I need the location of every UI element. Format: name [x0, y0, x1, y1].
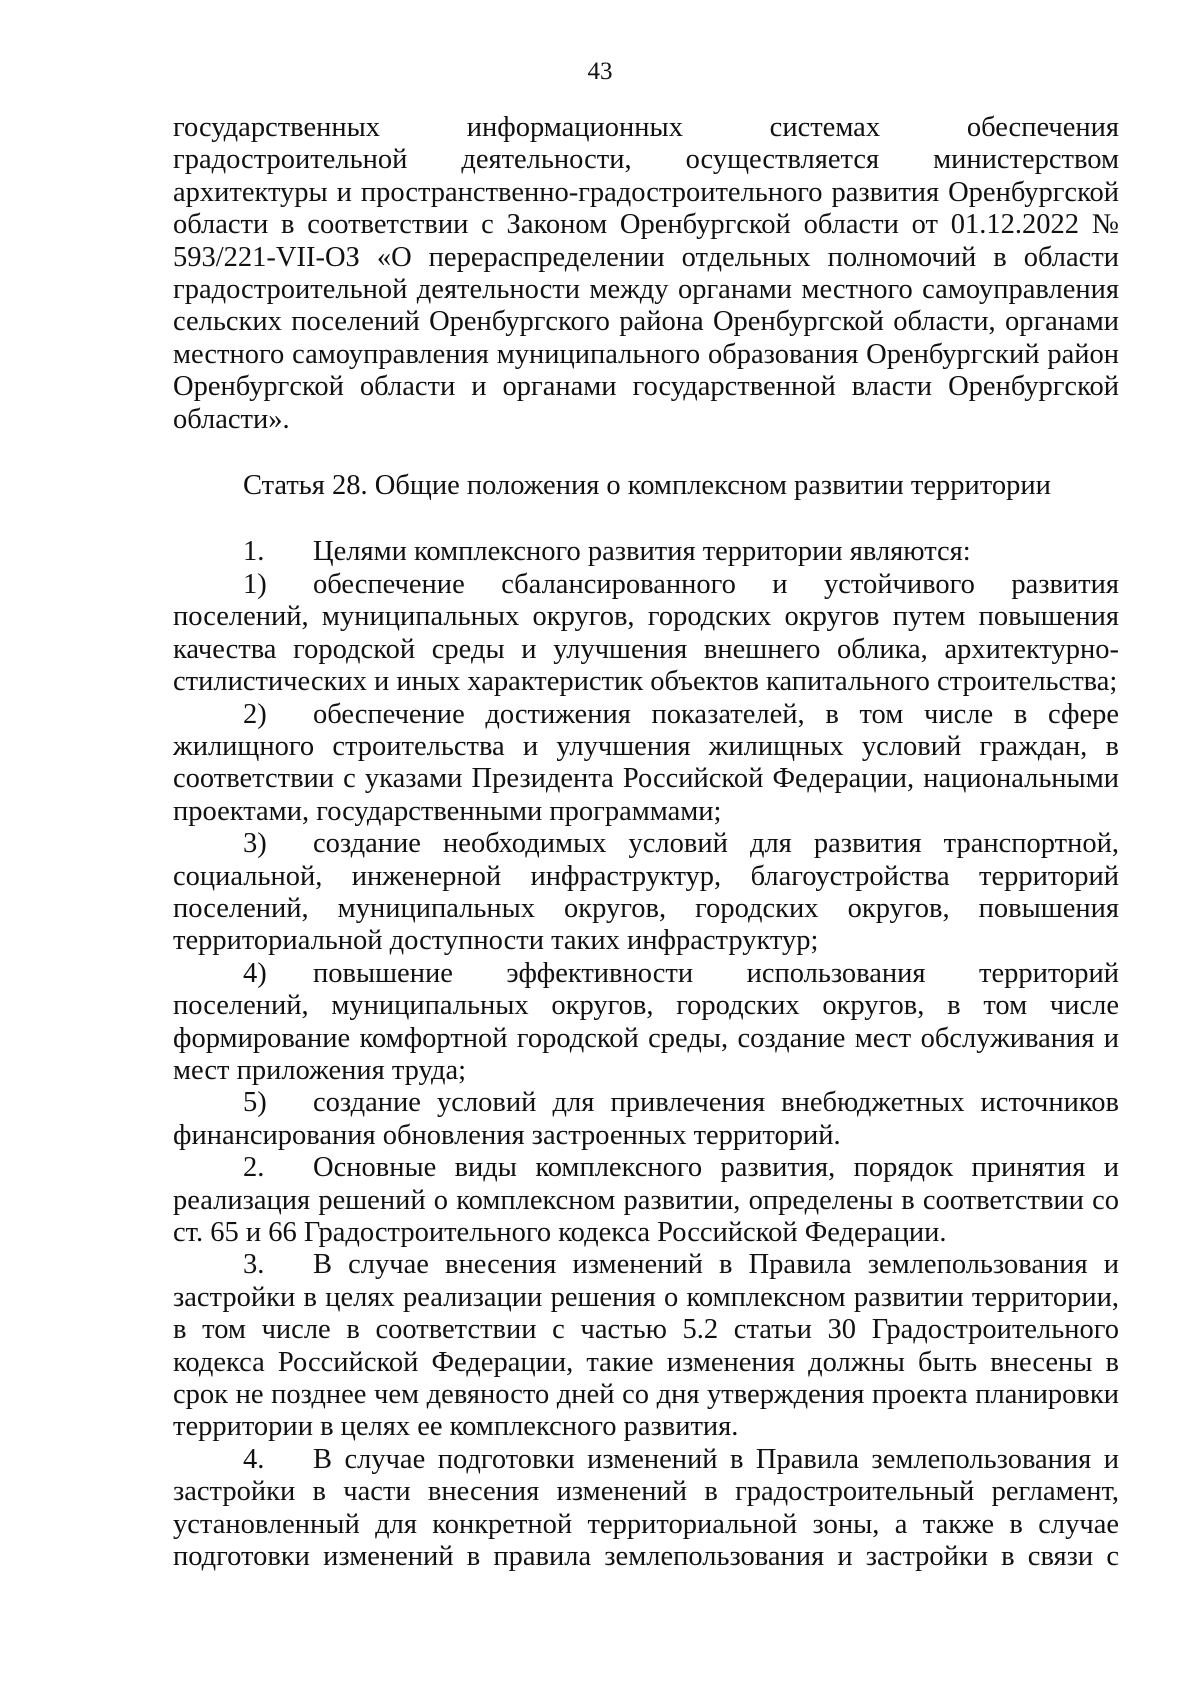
- item-number: 2.: [243, 1152, 265, 1184]
- list-item: [173, 828, 1119, 958]
- list-item: [173, 958, 1119, 1088]
- item-text: обеспечение сбалансированного и устойчивого развития поселений, муниципальных округов, городских округов путем повышения качества городской среды и улучшения внешнего облика, архитектурно-стилистических и иных характеристик объектов капитального строительства;: [173, 568, 1119, 698]
- item-text: повышение эффективности использования территорий поселений, муниципальных округов, городских округов, в том числе формирование комфортной городской среды, создание мест обслуживания и мест приложения труда;: [173, 957, 1119, 1086]
- item-number: 4.: [243, 1443, 265, 1475]
- item-number: 1.: [243, 536, 265, 568]
- document-body: [173, 112, 1119, 1573]
- item-text: обеспечение достижения показателей, в том числе в сфере жилищного строительства и улучшения жилищных условий граждан, в соответствии с указами Президента Российской Федерации, национальными проектами, государственными программами;: [173, 698, 1119, 827]
- item-text: Основные виды комплексного развития, порядок принятия и реализация решений о комплексном развитии, определены в соответствии со ст. 65 и 66 Градостроительного кодекса Российской Федерации.: [173, 1152, 1119, 1248]
- article-heading: Статья 28. Общие положения о комплексном развитии территории: [243, 470, 1051, 502]
- list-item: [173, 699, 1119, 829]
- item-number: 5): [243, 1087, 267, 1119]
- list-item: [173, 536, 1119, 568]
- item-text: В случае подготовки изменений в Правила землепользования и застройки в части внесения изменений в градостроительный регламент, установленный для конкретной территориальной зоны, а также в случае подготовки изменений в правила землепользования и застройки в связи с: [173, 1443, 1119, 1573]
- item-text: Целями комплексного развития территории являются:: [313, 536, 971, 568]
- page-number: 43: [587, 58, 613, 85]
- item-text: создание условий для привлечения внебюджетных источников финансирования обновления застроенных территорий.: [173, 1087, 1119, 1151]
- item-number: 1): [243, 568, 267, 600]
- item-number: 4): [243, 957, 267, 989]
- list-item: [173, 1444, 1119, 1574]
- list-item: [173, 1152, 1119, 1249]
- continuation-paragraph: государственных информационных системах обеспечения градостроительной деятельности, осуществляется министерством архитектуры и пространственно-градостроительного развития Оренбургской области в соответствии с Законом Оренбургской области от 01.12.2022 № 593/221-VII-ОЗ «О перераспределении отдельных полномочий в области градостроительной деятельности между органами местного самоуправления сельских поселений Оренбургского района Оренбургской области, органами местного самоуправления муниципального образования Оренбургский район Оренбургской области и органами государственной власти Оренбургской области».: [173, 112, 1119, 435]
- item-number: 2): [243, 698, 267, 730]
- list-item: [173, 1249, 1119, 1443]
- item-number: 3): [243, 828, 267, 860]
- item-text: В случае внесения изменений в Правила землепользования и застройки в целях реализации решения о комплексном развитии территории, в том числе в соответствии с частью 5.2 статьи 30 Градостроительного кодекса Российской Федерации, такие изменения должны быть внесены в срок не позднее чем девяносто дней со дня утверждения проекта планировки территории в целях ее комплексного развития.: [173, 1249, 1119, 1443]
- item-number: 3.: [243, 1249, 265, 1281]
- list-item: [173, 1087, 1119, 1152]
- item-text: создание необходимых условий для развития транспортной, социальной, инженерной инфраструктур, благоустройства территорий поселений, муниципальных округов, городских округов, повышения территориальной доступности таких инфраструктур;: [173, 828, 1119, 957]
- list-item: [173, 569, 1119, 699]
